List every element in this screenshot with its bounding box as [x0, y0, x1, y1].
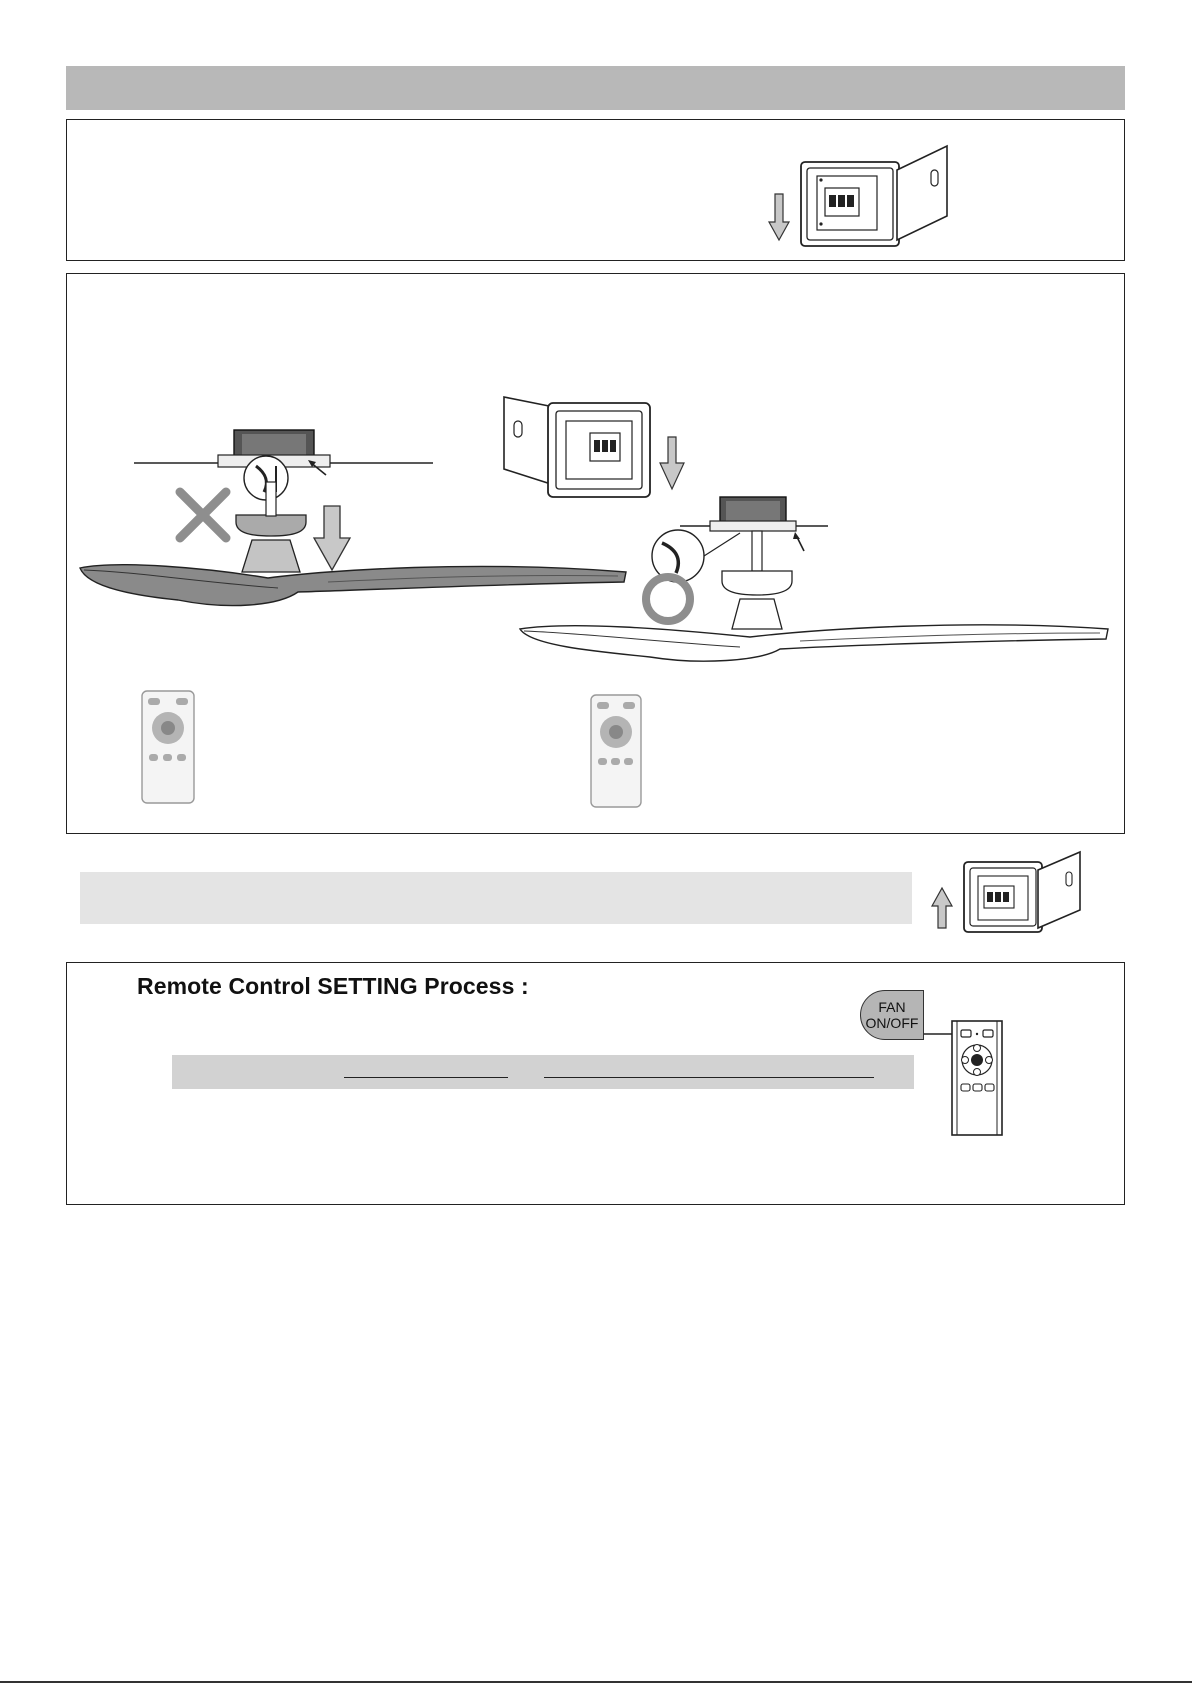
- step1-box: [66, 119, 1125, 261]
- down-arrow-icon: [660, 437, 684, 489]
- step3-band: [80, 872, 912, 924]
- up-arrow-icon: [932, 888, 952, 928]
- breaker-panel: [801, 162, 899, 246]
- cross-icon: [180, 492, 226, 538]
- underline-blank-1: [344, 1077, 508, 1078]
- header-bar: [66, 66, 1125, 110]
- bottom-rule: [0, 1681, 1192, 1683]
- remote-diagram: [951, 1020, 1003, 1136]
- step4-grey-band: [172, 1055, 914, 1089]
- panel-door: [897, 146, 947, 240]
- power-on-illustration: [932, 852, 1082, 934]
- fan-on-off-button: [961, 1030, 971, 1037]
- callout-line-2: ON/OFF: [865, 1015, 919, 1031]
- underline-blank-2: [544, 1077, 874, 1078]
- remote-left: [141, 690, 195, 804]
- down-arrow-icon: [314, 506, 350, 570]
- remote-setting-title: Remote Control SETTING Process :: [137, 973, 529, 999]
- remote-right: [590, 694, 642, 808]
- fan-correct-illustration: [500, 393, 1115, 663]
- down-arrow-icon: [769, 194, 789, 240]
- fan-on-off-callout: [860, 990, 924, 1040]
- circle-icon: [646, 577, 690, 621]
- breaker-panel: [504, 397, 650, 497]
- callout-line-1: FAN: [878, 999, 906, 1015]
- power-off-illustration: [765, 144, 955, 249]
